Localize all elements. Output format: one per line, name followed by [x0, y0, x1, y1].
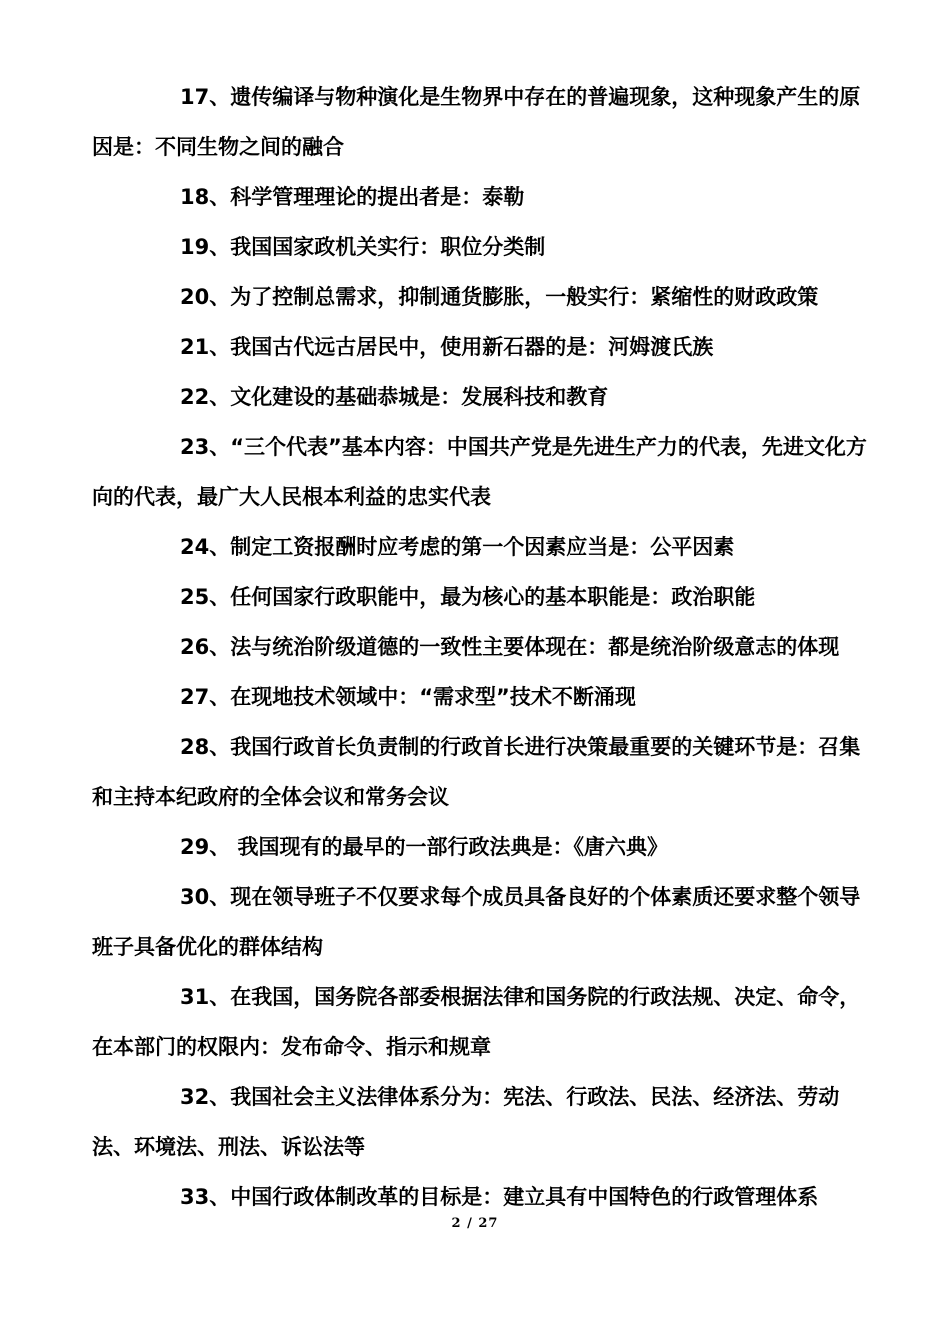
list-item [92, 972, 868, 1072]
item-text: 我国国家政机关实行：职位分类制 [230, 235, 546, 259]
item-number: 27、 [180, 685, 231, 709]
item-number: 18、 [180, 185, 231, 209]
item-text: 遗传编译与物种演化是生物界中存在的普遍现象，这种现象产生的原因是：不同生物之间的融合 [92, 85, 861, 159]
item-number: 33、 [180, 1185, 231, 1209]
item-number: 31、 [180, 985, 231, 1009]
item-text: 科学管理理论的提出者是：泰勒 [230, 185, 525, 209]
list-item [92, 722, 868, 822]
item-number: 19、 [180, 235, 231, 259]
item-text: 我国社会主义法律体系分为：宪法、行政法、民法、经济法、劳动法、环境法、刑法、诉讼法等 [92, 1085, 840, 1159]
item-number: 29、 [180, 835, 231, 859]
item-number: 25、 [180, 585, 231, 609]
item-number: 22、 [180, 385, 231, 409]
item-text: 任何国家行政职能中，最为核心的基本职能是：政治职能 [230, 585, 756, 609]
item-number: 21、 [180, 335, 231, 359]
item-number: 28、 [180, 735, 231, 759]
list-item [92, 1172, 868, 1222]
item-text: 在我国，国务院各部委根据法律和国务院的行政法规、决定、命令，在本部门的权限内：发布命令、指示和规章 [92, 985, 861, 1059]
list-item [92, 222, 868, 272]
question-list [92, 72, 868, 1222]
list-item [92, 322, 868, 372]
list-item [92, 572, 868, 622]
list-item [92, 522, 868, 572]
item-text: 中国行政体制改革的目标是：建立具有中国特色的行政管理体系 [230, 1185, 819, 1209]
item-text: “三个代表”基本内容：中国共产党是先进生产力的代表，先进文化方向的代表，最广大人民根本利益的忠实代表 [92, 435, 867, 509]
item-number: 17、 [180, 85, 231, 109]
list-item [92, 672, 868, 722]
item-text: 在现地技术领域中：“需求型”技术不断涌现 [230, 685, 636, 709]
list-item [92, 622, 868, 672]
item-number: 26、 [180, 635, 231, 659]
item-text: 现在领导班子不仅要求每个成员具备良好的个体素质还要求整个领导班子具备优化的群体结构 [92, 885, 861, 959]
list-item [92, 172, 868, 222]
list-item [92, 422, 868, 522]
list-item [92, 872, 868, 972]
list-item [92, 272, 868, 322]
item-text: 我国现有的最早的一部行政法典是：《唐六典》 [230, 835, 669, 859]
item-text: 文化建设的基础恭城是：发展科技和教育 [230, 385, 609, 409]
item-number: 32、 [180, 1085, 231, 1109]
item-text: 为了控制总需求，抑制通货膨胀，一般实行：紧缩性的财政政策 [230, 285, 819, 309]
item-text: 我国古代远古居民中，使用新石器的是：河姆渡氏族 [230, 335, 714, 359]
list-item [92, 72, 868, 172]
list-item [92, 1072, 868, 1172]
list-item [92, 372, 868, 422]
item-text: 法与统治阶级道德的一致性主要体现在：都是统治阶级意志的体现 [230, 635, 840, 659]
item-number: 24、 [180, 535, 231, 559]
item-text: 制定工资报酬时应考虑的第一个因素应当是：公平因素 [230, 535, 735, 559]
page-number: 2 / 27 [451, 1216, 499, 1231]
list-item [92, 822, 868, 872]
item-number: 23、 [180, 435, 231, 459]
item-number: 30、 [180, 885, 231, 909]
item-text: 我国行政首长负责制的行政首长进行决策最重要的关键环节是：召集和主持本纪政府的全体会议和常务会议 [92, 735, 861, 809]
item-number: 20、 [180, 285, 231, 309]
